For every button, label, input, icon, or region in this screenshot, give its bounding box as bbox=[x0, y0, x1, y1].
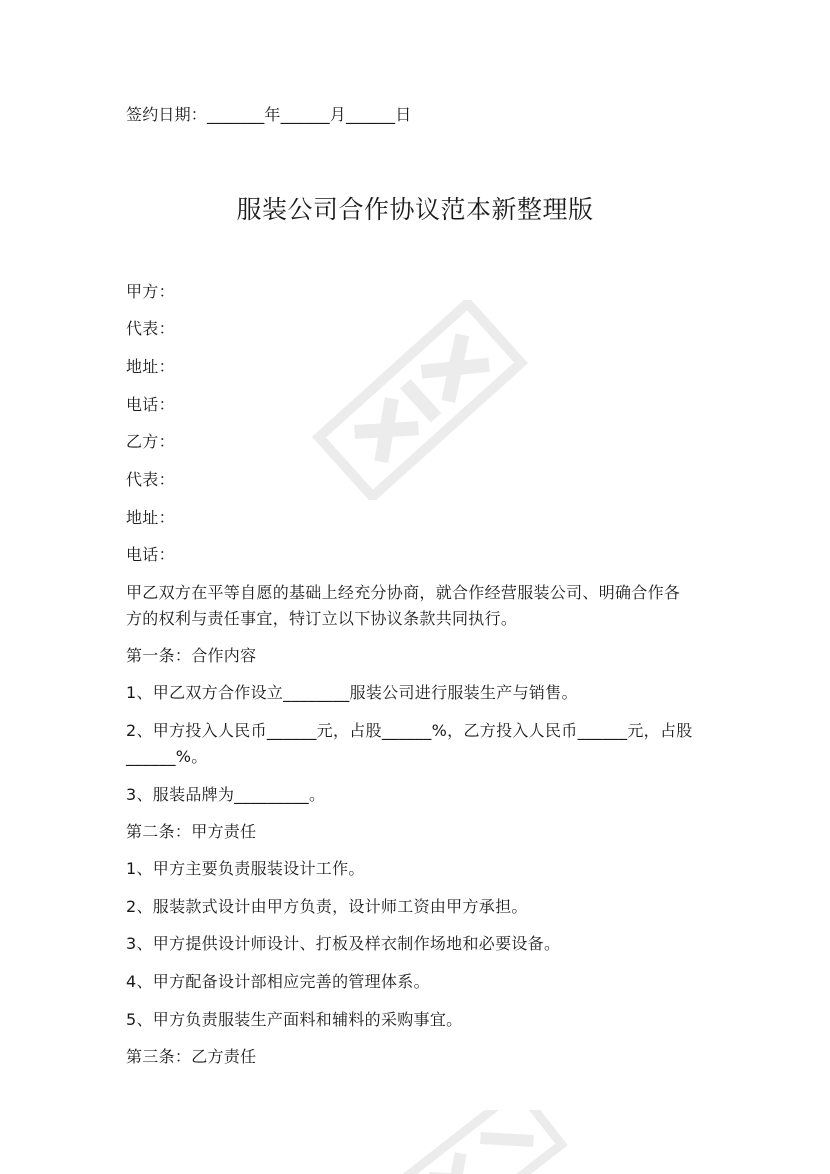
article-2-item: 5、甲方负责服装生产面料和辅料的采购事宜。 bbox=[126, 1010, 463, 1029]
article-1-item: 1、甲乙双方合作设立________服装公司进行服装生产与销售。 bbox=[126, 683, 578, 702]
article-1-item: 2、甲方投入人民币______元，占股______%，乙方投入人民币______元，占股 bbox=[126, 721, 693, 740]
article-2-item: 1、甲方主要负责服装设计工作。 bbox=[126, 859, 365, 878]
party-a-representative: 代表： bbox=[126, 319, 175, 338]
watermark-logo-bottom bbox=[390, 1110, 570, 1174]
preamble-line-2: 方的权利与责任事宜，特订立以下协议条款共同执行。 bbox=[126, 609, 518, 628]
article-2-item: 2、服装款式设计由甲方负责，设计师工资由甲方承担。 bbox=[126, 897, 528, 916]
signing-date: 签约日期：_______年______月______日 bbox=[126, 105, 412, 124]
article-1-heading: 第一条：合作内容 bbox=[126, 646, 257, 665]
party-a-label: 甲方： bbox=[126, 282, 175, 301]
party-b-address: 地址： bbox=[126, 508, 175, 527]
article-2-heading: 第二条：甲方责任 bbox=[126, 822, 257, 841]
party-b-phone: 电话： bbox=[126, 545, 175, 564]
document-title: 服装公司合作协议范本新整理版 bbox=[236, 195, 594, 224]
party-a-phone: 电话： bbox=[126, 395, 175, 414]
article-2-item: 3、甲方提供设计师设计、打板及样衣制作场地和必要设备。 bbox=[126, 934, 561, 953]
party-b-representative: 代表： bbox=[126, 470, 175, 489]
article-1-item: 3、服装品牌为_________。 bbox=[126, 785, 326, 804]
article-1-item-continued: ______%。 bbox=[126, 747, 208, 766]
watermark-logo bbox=[290, 300, 550, 500]
party-a-address: 地址： bbox=[126, 357, 175, 376]
party-b-label: 乙方： bbox=[126, 432, 175, 451]
preamble-line-1: 甲乙双方在平等自愿的基础上经充分协商，就合作经营服装公司、明确合作各 bbox=[126, 583, 681, 602]
article-2-item: 4、甲方配备设计部相应完善的管理体系。 bbox=[126, 972, 430, 991]
article-3-heading: 第三条：乙方责任 bbox=[126, 1047, 257, 1066]
